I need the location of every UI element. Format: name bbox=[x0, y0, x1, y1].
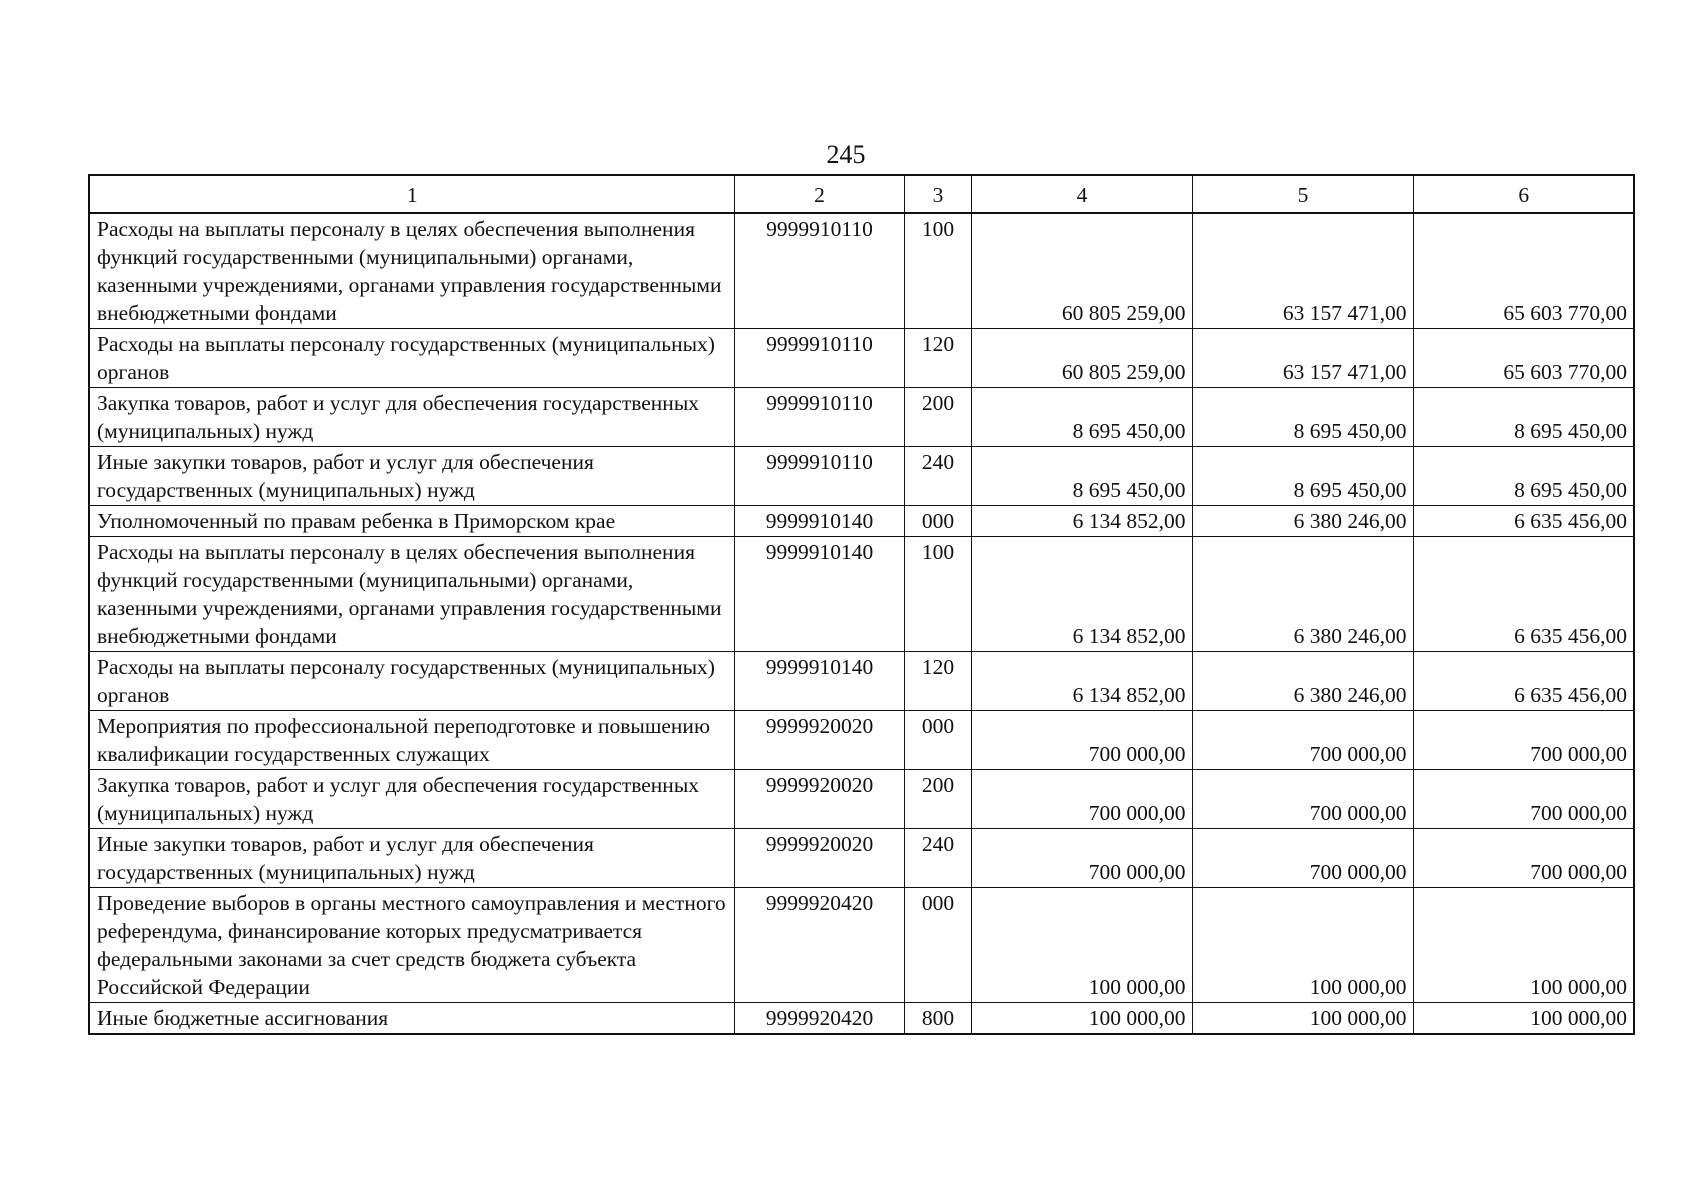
target-code-cell: 9999920420 bbox=[734, 888, 904, 1003]
amount-col-4-cell: 8 695 450,00 bbox=[971, 388, 1192, 447]
item-name-cell: Расходы на выплаты персоналу государственных (муниципальных) органов bbox=[89, 329, 734, 388]
table-header bbox=[89, 175, 1634, 213]
amount-col-6-cell: 65 603 770,00 bbox=[1413, 213, 1634, 329]
amount-col-4-cell: 60 805 259,00 bbox=[971, 213, 1192, 329]
amount-col-4-cell: 700 000,00 bbox=[971, 829, 1192, 888]
target-code-cell: 9999910140 bbox=[734, 652, 904, 711]
expense-type-cell: 100 bbox=[904, 213, 971, 329]
table-row bbox=[89, 447, 1634, 506]
item-name-cell: Иные бюджетные ассигнования bbox=[89, 1003, 734, 1035]
target-code-cell: 9999910110 bbox=[734, 213, 904, 329]
amount-col-6-cell: 700 000,00 bbox=[1413, 829, 1634, 888]
amount-col-4-cell: 6 134 852,00 bbox=[971, 537, 1192, 652]
item-name-cell: Закупка товаров, работ и услуг для обеспечения государственных (муниципальных) нужд bbox=[89, 770, 734, 829]
item-name-cell: Закупка товаров, работ и услуг для обеспечения государственных (муниципальных) нужд bbox=[89, 388, 734, 447]
column-header-2: 2 bbox=[734, 175, 904, 213]
amount-col-6-cell: 100 000,00 bbox=[1413, 1003, 1634, 1035]
expense-type-cell: 200 bbox=[904, 388, 971, 447]
amount-col-6-cell: 100 000,00 bbox=[1413, 888, 1634, 1003]
amount-col-6-cell: 6 635 456,00 bbox=[1413, 506, 1634, 537]
table-row bbox=[89, 652, 1634, 711]
amount-col-4-cell: 700 000,00 bbox=[971, 770, 1192, 829]
amount-col-4-cell: 8 695 450,00 bbox=[971, 447, 1192, 506]
amount-col-6-cell: 6 635 456,00 bbox=[1413, 537, 1634, 652]
item-name-cell: Расходы на выплаты персоналу в целях обеспечения выполнения функций государственными (муниципальными) органами, казенными учреждениями, органами управления государственными внебюджетными фондами bbox=[89, 213, 734, 329]
amount-col-5-cell: 63 157 471,00 bbox=[1192, 329, 1413, 388]
table-row bbox=[89, 770, 1634, 829]
amount-col-5-cell: 700 000,00 bbox=[1192, 770, 1413, 829]
amount-col-4-cell: 6 134 852,00 bbox=[971, 652, 1192, 711]
table-row bbox=[89, 829, 1634, 888]
expense-type-cell: 200 bbox=[904, 770, 971, 829]
page-number: 245 bbox=[826, 140, 866, 169]
table-row bbox=[89, 329, 1634, 388]
amount-col-4-cell: 700 000,00 bbox=[971, 711, 1192, 770]
expense-type-cell: 000 bbox=[904, 506, 971, 537]
amount-col-5-cell: 8 695 450,00 bbox=[1192, 388, 1413, 447]
amount-col-6-cell: 65 603 770,00 bbox=[1413, 329, 1634, 388]
table-row bbox=[89, 213, 1634, 329]
amount-col-6-cell: 8 695 450,00 bbox=[1413, 447, 1634, 506]
header-row bbox=[89, 175, 1634, 213]
amount-col-4-cell: 100 000,00 bbox=[971, 1003, 1192, 1035]
amount-col-4-cell: 60 805 259,00 bbox=[971, 329, 1192, 388]
table-row bbox=[89, 888, 1634, 1003]
table-row bbox=[89, 1003, 1634, 1035]
column-header-3: 3 bbox=[904, 175, 971, 213]
column-header-6: 6 bbox=[1413, 175, 1634, 213]
table-row bbox=[89, 506, 1634, 537]
amount-col-5-cell: 100 000,00 bbox=[1192, 1003, 1413, 1035]
amount-col-4-cell: 6 134 852,00 bbox=[971, 506, 1192, 537]
column-header-5: 5 bbox=[1192, 175, 1413, 213]
amount-col-5-cell: 700 000,00 bbox=[1192, 711, 1413, 770]
amount-col-5-cell: 8 695 450,00 bbox=[1192, 447, 1413, 506]
expense-type-cell: 240 bbox=[904, 829, 971, 888]
target-code-cell: 9999910140 bbox=[734, 506, 904, 537]
amount-col-5-cell: 700 000,00 bbox=[1192, 829, 1413, 888]
amount-col-5-cell: 6 380 246,00 bbox=[1192, 652, 1413, 711]
amount-col-6-cell: 700 000,00 bbox=[1413, 770, 1634, 829]
expense-type-cell: 800 bbox=[904, 1003, 971, 1035]
amount-col-6-cell: 8 695 450,00 bbox=[1413, 388, 1634, 447]
expense-type-cell: 120 bbox=[904, 652, 971, 711]
table-body bbox=[89, 213, 1634, 1034]
target-code-cell: 9999910140 bbox=[734, 537, 904, 652]
item-name-cell: Расходы на выплаты персоналу государственных (муниципальных) органов bbox=[89, 652, 734, 711]
expense-type-cell: 000 bbox=[904, 711, 971, 770]
item-name-cell: Проведение выборов в органы местного самоуправления и местного референдума, финансирование которых предусматривается федеральными законами за счет средств бюджета субъекта Российской Федерации bbox=[89, 888, 734, 1003]
amount-col-6-cell: 700 000,00 bbox=[1413, 711, 1634, 770]
table-row bbox=[89, 388, 1634, 447]
target-code-cell: 9999910110 bbox=[734, 447, 904, 506]
amount-col-4-cell: 100 000,00 bbox=[971, 888, 1192, 1003]
target-code-cell: 9999920420 bbox=[734, 1003, 904, 1035]
expense-type-cell: 000 bbox=[904, 888, 971, 1003]
expense-type-cell: 240 bbox=[904, 447, 971, 506]
amount-col-5-cell: 100 000,00 bbox=[1192, 888, 1413, 1003]
item-name-cell: Иные закупки товаров, работ и услуг для обеспечения государственных (муниципальных) нужд bbox=[89, 829, 734, 888]
target-code-cell: 9999920020 bbox=[734, 770, 904, 829]
target-code-cell: 9999920020 bbox=[734, 829, 904, 888]
budget-table bbox=[88, 174, 1635, 1035]
target-code-cell: 9999910110 bbox=[734, 388, 904, 447]
target-code-cell: 9999920020 bbox=[734, 711, 904, 770]
amount-col-5-cell: 6 380 246,00 bbox=[1192, 537, 1413, 652]
amount-col-5-cell: 6 380 246,00 bbox=[1192, 506, 1413, 537]
expense-type-cell: 100 bbox=[904, 537, 971, 652]
amount-col-6-cell: 6 635 456,00 bbox=[1413, 652, 1634, 711]
column-header-1: 1 bbox=[89, 175, 734, 213]
target-code-cell: 9999910110 bbox=[734, 329, 904, 388]
expense-type-cell: 120 bbox=[904, 329, 971, 388]
column-header-4: 4 bbox=[971, 175, 1192, 213]
item-name-cell: Уполномоченный по правам ребенка в Приморском крае bbox=[89, 506, 734, 537]
amount-col-5-cell: 63 157 471,00 bbox=[1192, 213, 1413, 329]
item-name-cell: Иные закупки товаров, работ и услуг для обеспечения государственных (муниципальных) нужд bbox=[89, 447, 734, 506]
table-row bbox=[89, 711, 1634, 770]
table-row bbox=[89, 537, 1634, 652]
item-name-cell: Мероприятия по профессиональной переподготовке и повышению квалификации государственных служащих bbox=[89, 711, 734, 770]
item-name-cell: Расходы на выплаты персоналу в целях обеспечения выполнения функций государственными (муниципальными) органами, казенными учреждениями, органами управления государственными внебюджетными фондами bbox=[89, 537, 734, 652]
